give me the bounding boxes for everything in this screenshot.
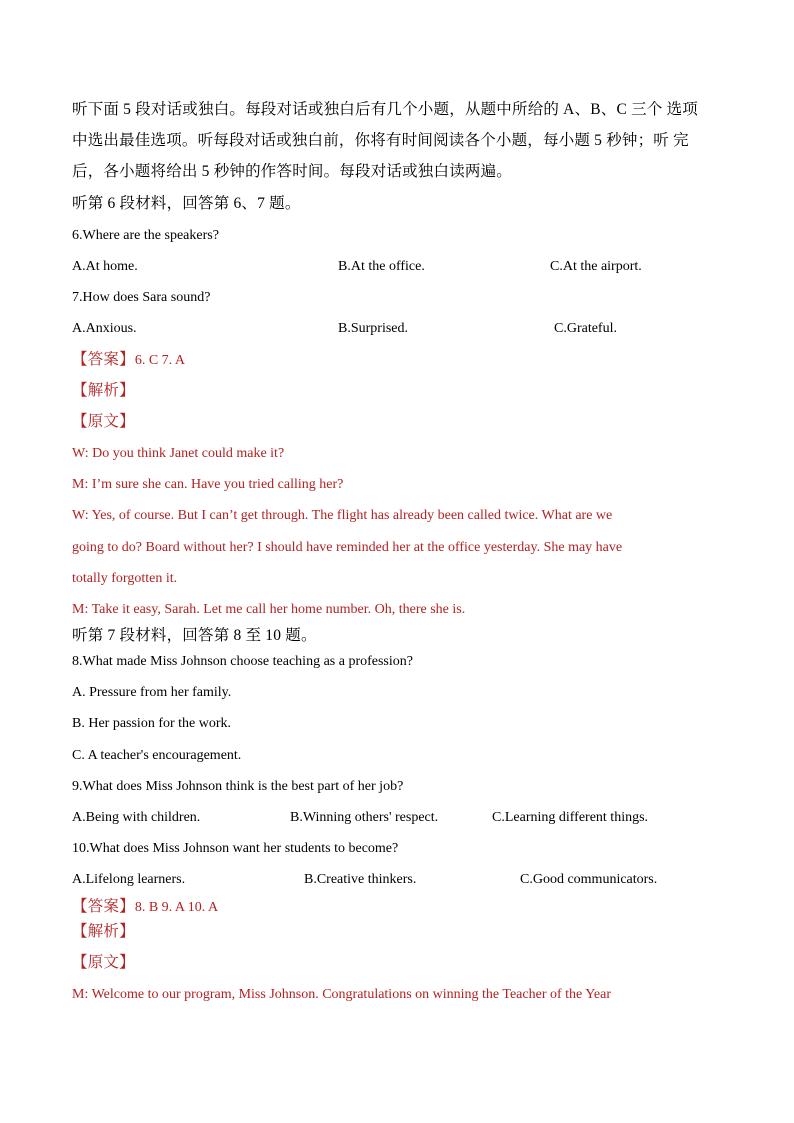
transcript6-line-3: W: Yes, of course. But I can’t get through. The flight has already been called twice. What are we xyxy=(72,508,613,523)
q8-option-a: A. Pressure from her family. xyxy=(72,685,232,700)
q9-option-b: B.Winning others' respect. xyxy=(290,810,439,825)
q8-option-c: C. A teacher's encouragement. xyxy=(72,748,242,763)
q8-option-b: B. Her passion for the work. xyxy=(72,716,232,731)
q7-stem: 7.How does Sara sound? xyxy=(72,290,211,305)
q10-option-a: A.Lifelong learners. xyxy=(72,872,186,887)
q10-stem: 10.What does Miss Johnson want her students to become? xyxy=(72,841,399,856)
transcript6-line-1: W: Do you think Janet could make it? xyxy=(72,446,285,461)
answer-text: 8. B 9. A 10. A xyxy=(134,900,219,915)
transcript7-line-1: M: Welcome to our program, Miss Johnson. Congratulations on winning the Teacher of the Year xyxy=(72,987,612,1002)
q7-option-b: B.Surprised. xyxy=(338,321,408,336)
q9-option-a: A.Being with children. xyxy=(72,810,201,825)
transcript6-line-2: M: I’m sure she can. Have you tried calling her? xyxy=(72,477,344,492)
answer-label: 【答案】 xyxy=(72,351,135,368)
section6-original-label: 【原文】 xyxy=(72,413,135,430)
section6-analysis-label: 【解析】 xyxy=(72,382,135,399)
answer-label: 【答案】 xyxy=(72,898,135,915)
transcript6-line-5: totally forgotten it. xyxy=(72,571,178,586)
q6-option-b: B.At the office. xyxy=(338,259,425,274)
transcript6-line-6: M: Take it easy, Sarah. Let me call her home number. Oh, there she is. xyxy=(72,602,466,617)
q9-option-c: C.Learning different things. xyxy=(492,810,649,825)
q10-option-c: C.Good communicators. xyxy=(520,872,658,887)
q7-option-a: A.Anxious. xyxy=(72,321,137,336)
q10-option-b: B.Creative thinkers. xyxy=(304,872,417,887)
transcript6-line-4: going to do? Board without her? I should have reminded her at the office yesterday. She may have xyxy=(72,540,623,555)
intro-line-2: 中选出最佳选项。听每段对话或独白前，你将有时间阅读各个小题，每小题 5 秒钟；听 完 xyxy=(72,132,689,149)
section6-answer xyxy=(72,350,185,371)
section7-heading: 听第 7 段材料，回答第 8 至 10 题。 xyxy=(72,627,317,644)
section6-heading: 听第 6 段材料，回答第 6、7 题。 xyxy=(72,195,301,212)
q6-option-c: C.At the airport. xyxy=(550,259,642,274)
q7-option-c: C.Grateful. xyxy=(554,321,617,336)
q6-option-a: A.At home. xyxy=(72,259,138,274)
answer-text: 6. C 7. A xyxy=(134,353,185,368)
q8-stem: 8.What made Miss Johnson choose teaching as a profession? xyxy=(72,654,413,669)
q6-stem: 6.Where are the speakers? xyxy=(72,228,219,243)
intro-line-1: 听下面 5 段对话或独白。每段对话或独白后有几个小题，从题中所给的 A、B、C 三个 选项 xyxy=(72,101,698,118)
section7-analysis-label: 【解析】 xyxy=(72,923,135,940)
section7-original-label: 【原文】 xyxy=(72,954,135,971)
intro-line-3: 后，各小题将给出 5 秒钟的作答时间。每段对话或独白读两遍。 xyxy=(72,163,513,180)
section7-answer xyxy=(72,897,218,918)
q9-stem: 9.What does Miss Johnson think is the best part of her job? xyxy=(72,779,404,794)
